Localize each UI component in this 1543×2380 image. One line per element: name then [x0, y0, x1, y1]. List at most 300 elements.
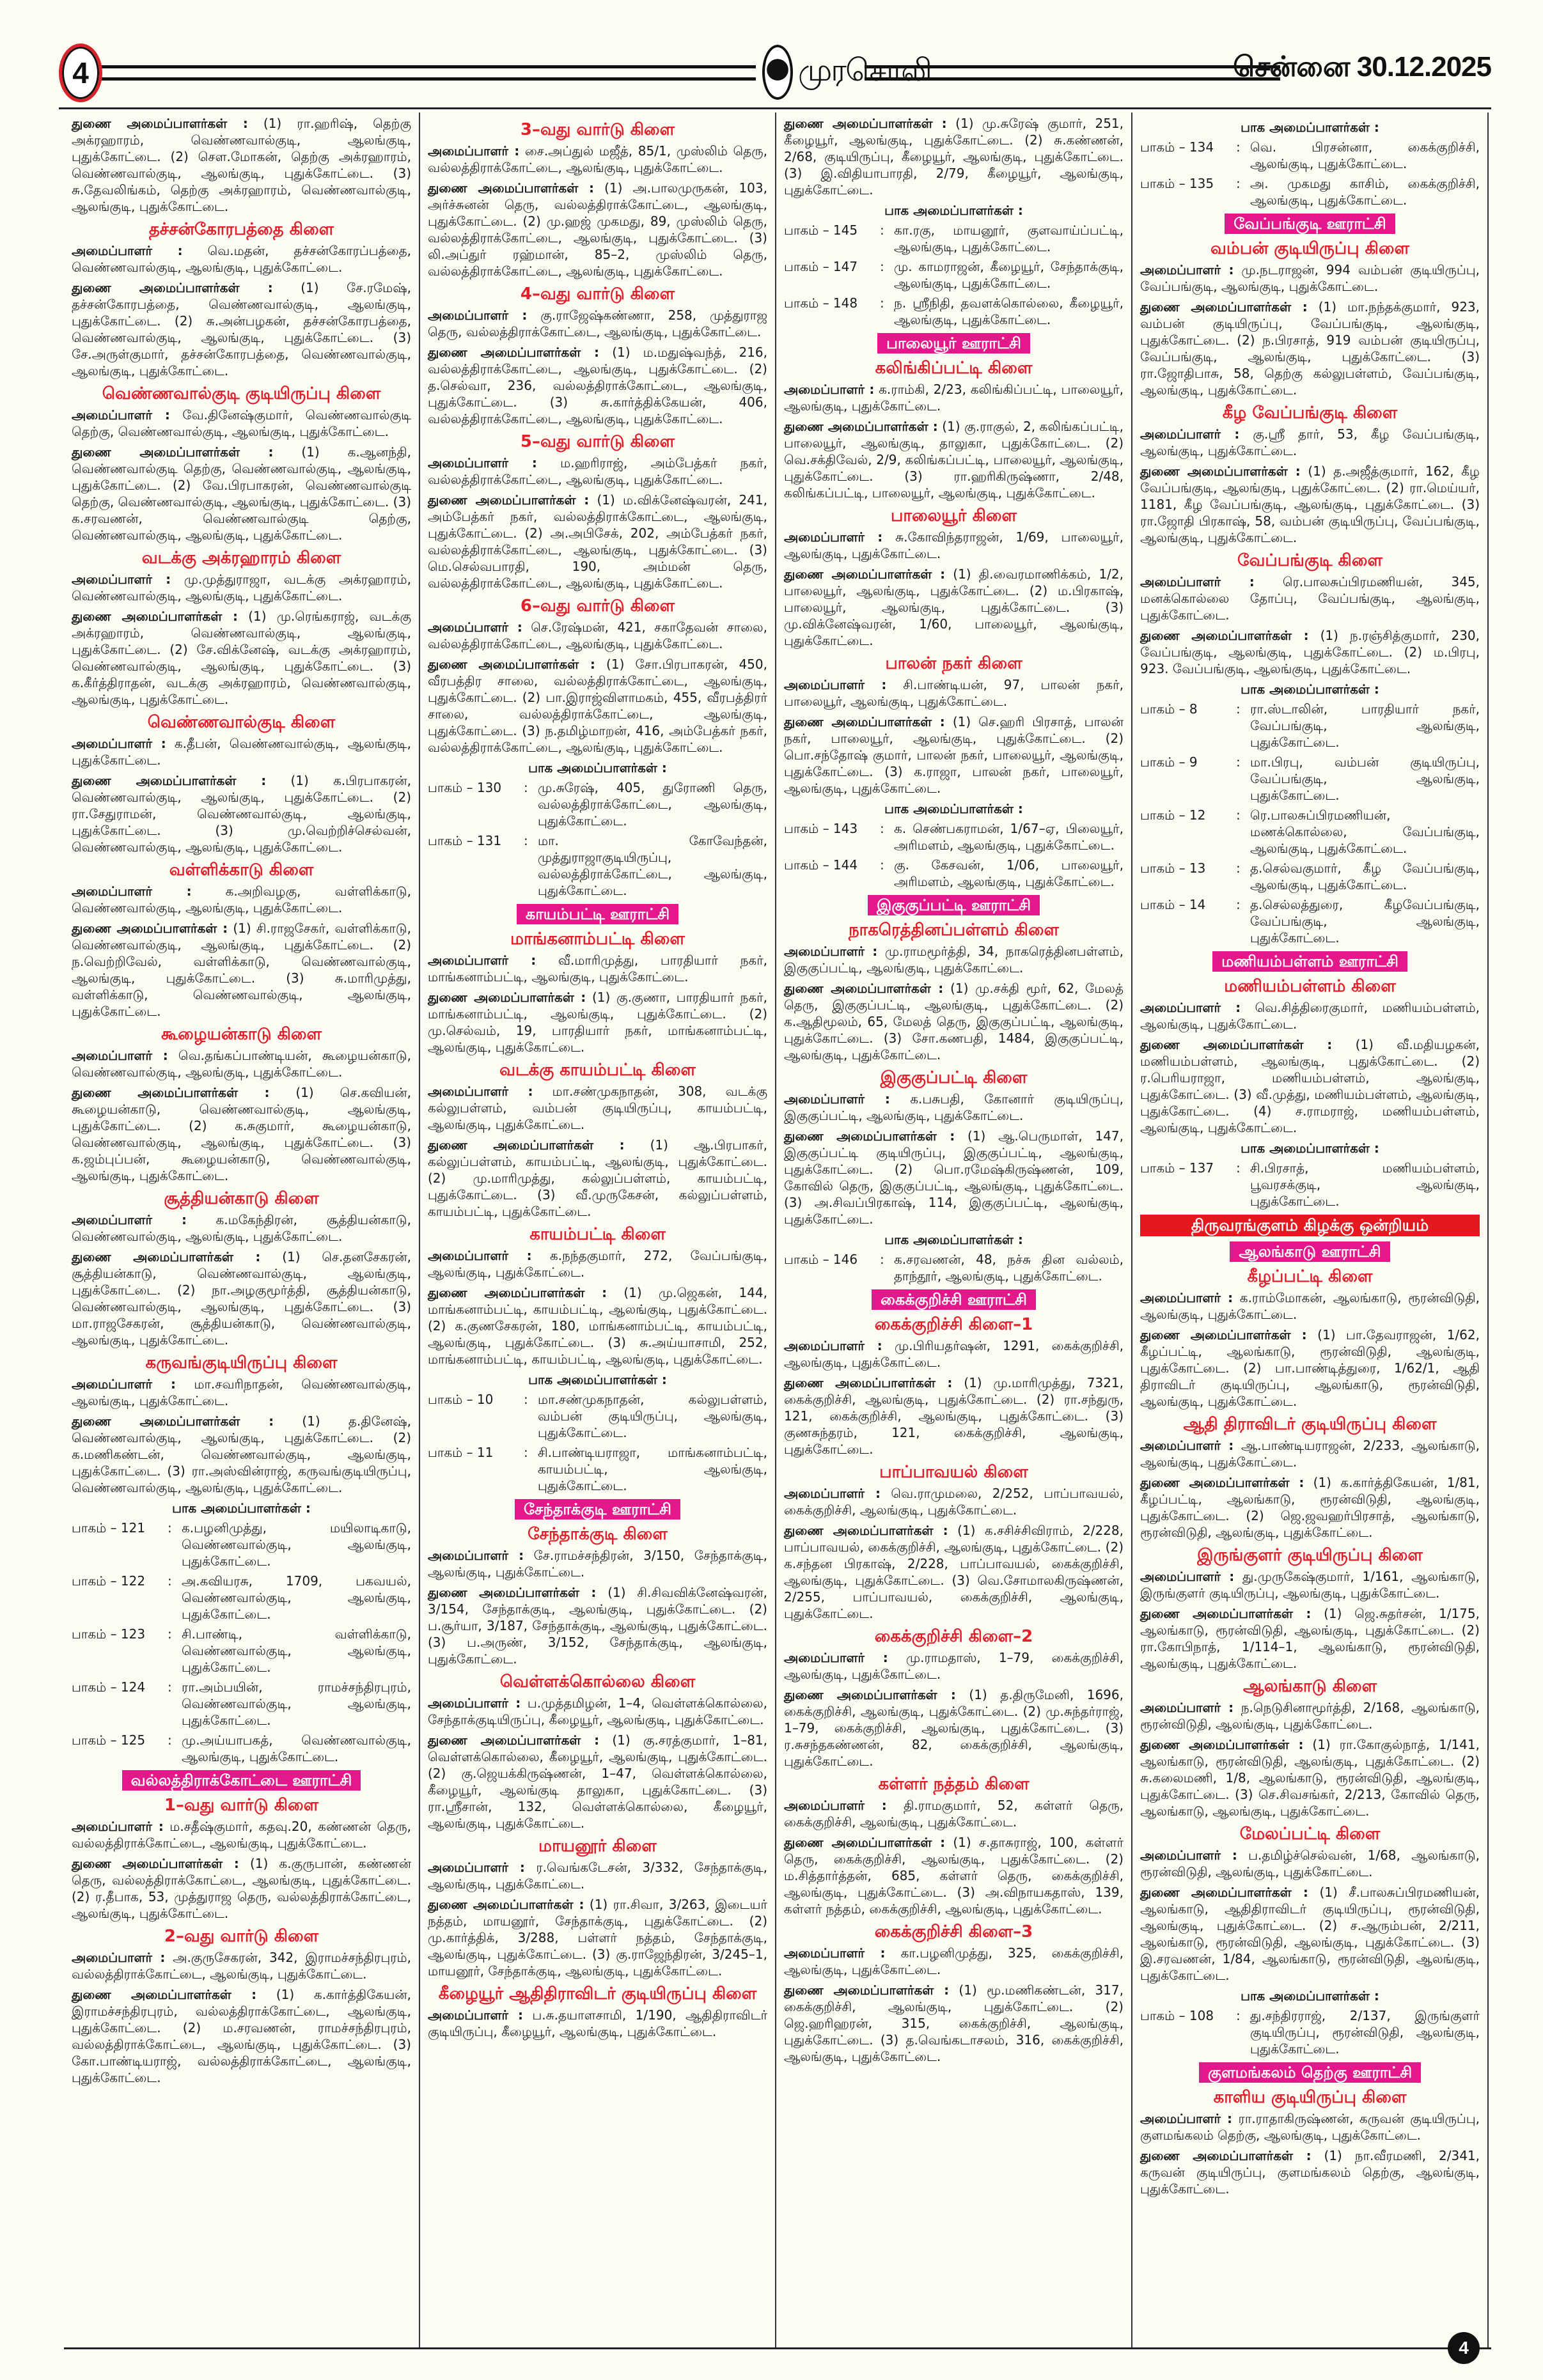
- booth-number: பாகம் – 130: [428, 780, 502, 795]
- deputies-label: துணை அமைப்பாளர்கள் :: [1140, 1037, 1333, 1052]
- deputies-label: துணை அமைப்பாளர்கள் :: [784, 419, 938, 434]
- booth-number: பாகம் – 13: [1140, 860, 1206, 876]
- booth-convener-text: மா. கோவேந்தன், முத்துராஜாகுடியிருப்பு, வல்லத்திராக்கோட்டை, ஆலங்குடி, புதுக்கோட்டை.: [538, 833, 767, 898]
- branch-heading: 1–வது வார்டு கிளை: [164, 1796, 319, 1815]
- booth-number: பாகம் – 123: [72, 1626, 146, 1642]
- separator: :: [168, 1732, 172, 1748]
- deputies-text: (1) சீ.பாலசுப்பிரமணியன், ஆலங்காடு, ஆதிதிராவிடர் குடியிருப்பு, ரூரன்விடுதி, ஆலங்குடி, புதுக்கோட்டை. (2) ச.ஆரும்பன், 2/211, ஆலங்காடு, ரூரன்விடுதி, ஆலங்குடி, புதுக்கோட்டை. (3) இ.சரவணன், 1/84, ஆலங்காடு, ரூரன்விடுதி, ஆலங்குடி, புதுக்கோட்டை.: [1140, 1885, 1480, 1983]
- deputies-label: துணை அமைப்பாளர்கள் :: [72, 1085, 270, 1100]
- booth-number: பாகம் – 14: [1140, 897, 1206, 912]
- convener-text: க.பசுபதி, கோனார் குடியிருப்பு, இகுகுப்பட்டி, ஆலங்குடி, புதுக்கோட்டை.: [784, 1091, 1124, 1123]
- deputies-text: (1) க.சசிச்சிவிராம், 2/228, பாப்பாவயல், கைக்குறிச்சி, ஆலங்குடி, புதுக்கோட்டை. (2) க.சந்தன பிரகாஷ், 2/228, பாப்பாவயல், கைக்குறிச்சி, ஆலங்குடி, புதுக்கோட்டை. (3) வெ.சோமாலகிருஷ்ணன், 2/255, பாப்பாவயல், கைக்குறிச்சி, ஆலங்குடி, புதுக்கோட்டை.: [784, 1523, 1124, 1621]
- convener-text: க.ராம்கி, 2/23, கலிங்கிப்பட்டி, பாலையூர், ஆலங்குடி, புதுக்கோட்டை.: [784, 382, 1124, 414]
- branch-heading: கள்ளர் நத்தம் கிளை: [878, 1775, 1030, 1794]
- convener-label: அமைப்பாளர் :: [428, 455, 537, 471]
- deputy-conveners-entry: [72, 920, 411, 1020]
- convener-label: அமைப்பாளர் :: [428, 2007, 523, 2023]
- booth-convener-text: கா.ரகு, மாயனூர், குளவாய்ப்பட்டி, ஆலங்குடி, புதுக்கோட்டை.: [894, 222, 1124, 254]
- branch-heading: பாப்பாவயல் கிளை: [879, 1463, 1028, 1482]
- deputies-label: துணை அமைப்பாளர்கள் :: [428, 345, 600, 360]
- deputies-label: துணை அமைப்பாளர்கள் :: [784, 1835, 946, 1850]
- deputies-label: துணை அமைப்பாளர்கள் :: [428, 990, 586, 1005]
- deputy-conveners-entry: [72, 1413, 411, 1496]
- booth-conveners-heading: பாக அமைப்பாளர்கள் :: [1241, 1988, 1379, 2003]
- deputies-text: (1) ஆ.பிரபாகர், கல்லுப்பள்ளம், காயம்பட்டி, ஆலங்குடி, புதுக்கோட்டை. (2) மு.மாரிமுத்து, கல்லுப்பள்ளம், காயம்பட்டி, புதுக்கோட்டை. (3) வீ.முருகேசன், கல்லுப்பள்ளம், காயம்பட்டி, புதுக்கோட்டை.: [428, 1137, 768, 1219]
- convener-text: ர.வெங்கடேசன், 3/332, சேந்தாக்குடி, ஆலங்குடி, புதுக்கோட்டை.: [428, 1860, 768, 1892]
- deputy-conveners-entry: [784, 1982, 1124, 2065]
- convener-entry: [1140, 2110, 1480, 2143]
- page-number-badge: 4: [59, 43, 102, 102]
- deputies-text: (1) மா.நந்தக்குமார், 923, வம்பன் குடியிருப்பு, வேப்பங்குடி, ஆலங்குடி, புதுக்கோட்டை. (2) ந.பிரசாத், 919 வம்பன் குடியிருப்பு, வேப்பங்குடி, ஆலங்குடி, புதுக்கோட்டை. (3) ரா.ஜோதிபாசு, 58, தெற்கு கல்லுபள்ளம், வேப்பங்குடி, ஆலங்குடி, புதுக்கோட்டை.: [1140, 299, 1480, 398]
- convener-text: மு.ராமதாஸ், 1–79, கைக்குறிச்சி, ஆலங்குடி, புதுக்கோட்டை.: [784, 1650, 1124, 1682]
- convener-label: அமைப்பாளர் :: [1140, 1569, 1235, 1584]
- deputy-conveners-entry: [784, 1834, 1124, 1917]
- convener-entry: [72, 571, 411, 604]
- deputies-label: துணை அமைப்பாளர்கள் :: [72, 280, 273, 295]
- branch-heading: கைக்குறிச்சி கிளை–3: [874, 1922, 1033, 1941]
- deputy-conveners-entry: [428, 492, 767, 591]
- separator: :: [1236, 860, 1241, 876]
- booth-convener-text: க.சரவணன், 48, நச்சு தின வல்லம், தாந்தூர், ஆலங்குடி, புதுக்கோட்டை.: [894, 1252, 1124, 1284]
- booth-convener-text: அ. முகமது காசிம், கைக்குறிச்சி, ஆலங்குடி, புதுக்கோட்டை.: [1250, 176, 1480, 208]
- booth-convener-text: சி.பாண்டியராஜா, மாங்கனாம்பட்டி, காயம்பட்டி, ஆலங்குடி, புதுக்கோட்டை.: [538, 1445, 767, 1493]
- separator: :: [880, 259, 884, 274]
- convener-text: மு.முத்துராஜா, வடக்கு அக்ரஹாரம், வெண்ணவால்குடி, ஆலங்குடி, புதுக்கோட்டை.: [72, 572, 412, 603]
- convener-entry: [1140, 1289, 1480, 1323]
- convener-label: அமைப்பாளர் :: [784, 677, 887, 692]
- separator: :: [880, 1252, 884, 1267]
- booth-convener-text: த.செல்வகுமார், கீழ வேப்பங்குடி, ஆலங்குடி, புதுக்கோட்டை.: [1250, 860, 1480, 892]
- deputies-text: (1) வீ.மதியழகன், மணியம்பள்ளம், ஆலங்குடி, புதுக்கோட்டை. (2) ர.பெரியராஜா, மணியம்பள்ளம், ஆலங்குடி, புதுக்கோட்டை. (3) வீ.முத்து, மணியம்பள்ளம், ஆலங்குடி, புதுக்கோட்டை. (4) ச.ராமராஜ், மணியம்பள்ளம், ஆலங்குடி, புதுக்கோட்டை.: [1140, 1037, 1480, 1135]
- booth-entry: [1140, 701, 1480, 751]
- separator: :: [1236, 754, 1241, 770]
- convener-text: து.முருகேஷ்குமார், 1/161, ஆலங்காடு, இருங்குளர் குடியிருப்பு, ஆலங்குடி, புதுக்கோட்டை.: [1140, 1569, 1480, 1601]
- convener-entry: [784, 1337, 1124, 1371]
- booth-number: பாகம் – 144: [784, 857, 858, 873]
- panchayat-heading: வேப்பங்குடி ஊராட்சி: [1225, 214, 1395, 234]
- deputy-conveners-entry: [72, 444, 411, 543]
- convener-entry: [784, 1485, 1124, 1518]
- convener-entry: [1140, 573, 1480, 623]
- branch-heading: வெண்ணவால்குடி கிளை: [147, 713, 336, 732]
- union-heading: திருவரங்குளம் கிழக்கு ஒன்றியம்: [1140, 1215, 1480, 1236]
- booth-conveners-heading: பாக அமைப்பாளர்கள் :: [1241, 1140, 1379, 1156]
- deputies-label: துணை அமைப்பாளர்கள் :: [72, 1413, 274, 1429]
- branch-heading: மணியம்பள்ளம் கிளை: [1224, 977, 1396, 996]
- branch-heading: வேப்பங்குடி கிளை: [1237, 551, 1382, 570]
- convener-entry: [784, 943, 1124, 976]
- panchayat-heading: குளமங்கலம் தெற்கு ஊராட்சி: [1199, 2062, 1421, 2083]
- convener-text: கு.ஸ்ரீ தார், 53, கீழ வேப்பங்குடி, ஆலங்குடி, புதுக்கோட்டை.: [1140, 426, 1480, 458]
- booth-number: பாகம் – 121: [72, 1520, 146, 1536]
- convener-label: அமைப்பாளர் :: [784, 1091, 890, 1107]
- booth-entry: [428, 1391, 767, 1441]
- branch-heading: வெண்ணவால்குடி குடியிருப்பு கிளை: [102, 384, 381, 403]
- column-1: [64, 113, 420, 2347]
- booth-number: பாகம் – 125: [72, 1732, 146, 1748]
- separator: :: [168, 1626, 172, 1642]
- convener-label: அமைப்பாளர் :: [1140, 426, 1240, 442]
- deputies-text: (1) செ.ஹரி பிரசாத், பாலன் நகர், பாலையூர், ஆலங்குடி, புதுக்கோட்டை. (2) பொ.சந்தோஷ் குமார், பாலன் நகர், பாலையூர், ஆலங்குடி, புதுக்கோட்டை. (3) க.ராஜா, பாலன் நகர், பாலையூர், ஆலங்குடி, புதுக்கோட்டை.: [784, 714, 1124, 796]
- booth-number: பாகம் – 137: [1140, 1160, 1214, 1176]
- deputies-label: துணை அமைப்பாளர்கள் :: [784, 116, 947, 131]
- convener-label: அமைப்பாளர் :: [784, 1798, 887, 1813]
- convener-label: அமைப்பாளர் :: [1140, 1700, 1234, 1715]
- convener-entry: [72, 242, 411, 276]
- edition-city-date: சென்னை 30.12.2025: [1232, 51, 1491, 82]
- convener-entry: [72, 883, 411, 916]
- panchayat-heading: மணியம்பள்ளம் ஊராட்சி: [1212, 951, 1407, 972]
- booth-entry: [1140, 2007, 1480, 2057]
- convener-text: செ.ரேஷ்மன், 421, சகாதேவன் சாலை, வல்லத்திராக்கோட்டை, ஆலங்குடி, புதுக்கோட்டை.: [428, 619, 767, 651]
- convener-entry: [428, 1247, 767, 1280]
- deputy-conveners-entry: [72, 1084, 411, 1184]
- deputy-conveners-entry: [72, 608, 411, 708]
- deputies-text: (1) ம.விக்னேஷ்வரன், 241, அம்பேத்கர் நகர், வல்லத்திராக்கோட்டை, ஆலங்குடி, புதுக்கோட்டை. (2) அ.அபிசேக், 202, அம்பேத்கர் நகர், வல்லத்திராக்கோட்டை, ஆலங்குடி, புதுக்கோட்டை. (3) மெ.செல்வபாரதி, 190, அம்மன் தெரு, வல்லத்திராக்கோட்டை, ஆலங்குடி, புதுக்கோட்டை.: [428, 492, 767, 591]
- deputies-label: துணை அமைப்பாளர்கள் :: [72, 609, 239, 624]
- convener-text: ம.ஹரிராஜ், அம்பேத்கர் நகர், வல்லத்திராக்கோட்டை, ஆலங்குடி, புதுக்கோட்டை.: [428, 455, 768, 487]
- separator: :: [880, 857, 884, 873]
- booth-number: பாகம் – 131: [428, 833, 502, 848]
- convener-entry: [72, 407, 411, 440]
- deputies-text: (1) மு.சக்தி மூர், 62, மேலத் தெரு, இகுகுப்பட்டி, ஆலங்குடி, புதுக்கோட்டை. (2) க.ஆதிமூலம், 65, மேலத் தெரு, இகுகுப்பட்டி, ஆலங்குடி, புதுக்கோட்டை. (3) சோ.கணபதி, 1484, இகுகுப்பட்டி, ஆலங்குடி, புதுக்கோட்டை.: [784, 981, 1124, 1062]
- masthead-rule-right: [865, 65, 1280, 81]
- convener-text: க.தீபன், வெண்ணவால்குடி, ஆலங்குடி, புதுக்கோட்டை.: [72, 736, 411, 768]
- deputies-label: துணை அமைப்பாளர்கள் :: [428, 492, 590, 508]
- branch-heading: கீழ வேப்பங்குடி கிளை: [1222, 403, 1398, 423]
- column-2: [420, 113, 776, 2347]
- booth-number: பாகம் – 147: [784, 259, 858, 274]
- deputies-text: (1) ச.தாசுராஜ், 100, கள்ளர் தெரு, கைக்குறிச்சி, ஆலங்குடி, புதுக்கோட்டை. (2) ம.சித்தார்த்தன், 685, கள்ளர் தெரு, கைக்குறிச்சி, ஆலங்குடி, புதுக்கோட்டை. (3) அ.விநாயகதாஸ், 139, கள்ளர் நத்தம், கைக்குறிச்சி, ஆலங்குடி, புதுக்கோட்டை.: [784, 1835, 1124, 1917]
- deputies-label: துணை அமைப்பாளர்கள் :: [784, 1128, 955, 1144]
- deputies-text: (1) சே.ரமேஷ், தச்சன்கோரபத்தை, வெண்ணவால்குடி, ஆலங்குடி, புதுக்கோட்டை. (2) சு.அன்பழகன், தச்சன்கோரபத்தை, வெண்ணவால்குடி, ஆலங்குடி, புதுக்கோட்டை. (3) சே.அருள்குமார், தச்சன்கோரபத்தை, வெண்ணவால்குடி, ஆலங்குடி, புதுக்கோட்டை.: [72, 280, 411, 378]
- deputy-conveners-entry: [1140, 2147, 1480, 2197]
- separator: :: [524, 833, 528, 848]
- booth-entry: [1140, 860, 1480, 893]
- masthead-rule-left: [97, 65, 756, 81]
- deputies-label: துணை அமைப்பாளர்கள் :: [428, 1897, 584, 1912]
- deputy-conveners-entry: [784, 980, 1124, 1063]
- convener-label: அமைப்பாளர் :: [428, 1248, 532, 1263]
- convener-entry: [72, 1047, 411, 1080]
- convener-entry: [1140, 1847, 1480, 1880]
- deputies-text: (1) கு.சரத்குமார், 1–81, வெள்ளக்கொல்லை, கீழையூர், ஆலங்குடி, புதுக்கோட்டை. (2) கு.ஜெயக்கிருஷ்ணன், 1–47, வெள்ளக்கொல்லை, கீழையூர், ஆலங்குடி தாலுகா, புதுக்கோட்டை. (3) ரா.ஸ்ரீசான், 132, வெள்ளக்கொல்லை, கீழையூர், ஆலங்குடி, புதுக்கோட்டை.: [428, 1732, 768, 1831]
- convener-text: மா.சவரிநாதன், வெண்ணவால்குடி, ஆலங்குடி, புதுக்கோட்டை.: [72, 1376, 412, 1408]
- booth-entry: [784, 857, 1124, 890]
- booth-entry: [1140, 807, 1480, 857]
- convener-label: அமைப்பாளர் :: [428, 1084, 533, 1099]
- booth-entry: [784, 1251, 1124, 1284]
- convener-label: அமைப்பாளர் :: [428, 619, 522, 635]
- booth-entry: [784, 295, 1124, 328]
- deputies-text: (1) சோ.பிரபாகரன், 450, வீரபத்திர சாலை, வல்லத்திராக்கோட்டை, ஆலங்குடி, புதுக்கோட்டை. (2) பா.இராஜ்விளாமகம், 455, வீரபத்திரர் சாலை, வல்லத்திராக்கோட்டை, ஆலங்குடி, புதுக்கோட்டை. (3) ந.தமிழ்மாறன், 416, அம்பேத்கர் நகர், வல்லத்திராக்கோட்டை, ஆலங்குடி, புதுக்கோட்டை.: [428, 657, 767, 755]
- convener-text: மு.ராமமூர்த்தி, 34, நாகரெத்தினபள்ளம், இகுகுப்பட்டி, ஆலங்குடி, புதுக்கோட்டை.: [784, 944, 1124, 976]
- deputies-text: (1) சி.சிவவிக்னேஷ்வரன், 3/154, சேந்தாக்குடி, ஆலங்குடி, புதுக்கோட்டை. (2) ப.சூர்யா, 3/187, சேந்தாக்குடி, ஆலங்குடி, புதுக்கோட்டை. (3) ப.அருண், 3/152, சேந்தாக்குடி, ஆலங்குடி, புதுக்கோட்டை.: [428, 1585, 767, 1667]
- deputy-conveners-entry: [784, 1128, 1124, 1227]
- deputy-conveners-entry: [1140, 463, 1480, 546]
- booth-number: பாகம் – 108: [1140, 2008, 1214, 2023]
- branch-heading: வடக்கு அக்ரஹாரம் கிளை: [141, 548, 341, 568]
- convener-entry: [428, 1547, 767, 1580]
- separator: :: [1236, 2008, 1241, 2023]
- deputy-conveners-entry: [72, 115, 411, 215]
- deputy-conveners-entry: [784, 1374, 1124, 1458]
- branch-heading: நாகரெத்தினப்பள்ளம் கிளை: [849, 921, 1059, 940]
- booth-number: பாகம் – 134: [1140, 139, 1214, 155]
- convener-text: க.மகேந்திரன், சூத்தியன்காடு, வெண்ணவால்குடி, ஆலங்குடி, புதுக்கோட்டை.: [72, 1212, 412, 1244]
- booth-number: பாகம் – 8: [1140, 701, 1198, 717]
- convener-text: மு.பிரியதர்ஷன், 1291, கைக்குறிச்சி, ஆலங்குடி, புதுக்கோட்டை.: [784, 1338, 1124, 1370]
- branch-heading: இகுகுப்பட்டி கிளை: [880, 1068, 1028, 1087]
- deputy-conveners-entry: [428, 344, 767, 427]
- deputies-label: துணை அமைப்பாளர்கள் :: [72, 1249, 261, 1264]
- deputy-conveners-entry: [1140, 1036, 1480, 1136]
- deputy-conveners-entry: [1140, 1605, 1480, 1672]
- booth-conveners-heading: பாக அமைப்பாளர்கள் :: [1241, 120, 1379, 135]
- booth-entry: [72, 1573, 411, 1622]
- deputies-label: துணை அமைப்பாளர்கள் :: [428, 657, 595, 672]
- branch-heading: வெள்ளக்கொல்லை கிளை: [499, 1672, 696, 1692]
- deputy-conveners-entry: [72, 1986, 411, 2086]
- deputies-label: துணை அமைப்பாளர்கள் :: [72, 116, 248, 131]
- convener-entry: [784, 1649, 1124, 1683]
- convener-text: மு.நடராஜன், 994 வம்பன் குடியிருப்பு, வேப்பங்குடி, ஆலங்குடி, புதுக்கோட்டை.: [1140, 262, 1480, 294]
- branch-heading: பாலையூர் கிளை: [891, 506, 1017, 525]
- top-divider: [59, 107, 1491, 109]
- deputies-text: (1) கு.குணா, பாரதியார் நகர், மாங்கனாம்பட்டி, ஆலங்குடி, புதுக்கோட்டை. (2) மு.செல்வம், 19, பாரதியார் நகர், மாங்கனாம்பட்டி, ஆலங்குடி, புதுக்கோட்டை.: [428, 990, 767, 1055]
- booth-number: பாகம் – 9: [1140, 754, 1198, 770]
- convener-label: அமைப்பாளர் :: [72, 736, 166, 751]
- convener-text: ப.முத்தமிழன், 1–4, வெள்ளக்கொல்லை, சேந்தாக்குடியிருப்பு, கீழையூர், ஆலங்குடி, புதுக்கோட்டை.: [428, 1695, 767, 1727]
- convener-text: சை.அப்துல் மஜீத், 85/1, முஸ்லிம் தெரு, வல்லத்திராக்கோட்டை, ஆலங்குடி, புதுக்கோட்டை.: [428, 143, 768, 175]
- booth-convener-text: மு.அய்யாபகத், வெண்ணவால்குடி, ஆலங்குடி, புதுக்கோட்டை.: [182, 1732, 411, 1764]
- branch-heading: ஆதி திராவிடர் குடியிருப்பு கிளை: [1183, 1415, 1437, 1434]
- booth-convener-text: சி.பிரசாத், மணியம்பள்ளம், பூவரசக்குடி, ஆலங்குடி, புதுக்கோட்டை.: [1250, 1160, 1480, 1209]
- convener-text: வெ.சித்திரைகுமார், மணியம்பள்ளம், ஆலங்குடி, புதுக்கோட்டை.: [1140, 1000, 1480, 1032]
- convener-label: அமைப்பாளர் :: [428, 1695, 521, 1711]
- convener-text: சே.ராமச்சந்திரன், 3/150, சேந்தாக்குடி, ஆலங்குடி, புதுக்கோட்டை.: [428, 1548, 767, 1580]
- convener-label: அமைப்பாளர் :: [1140, 262, 1234, 277]
- separator: :: [880, 295, 884, 311]
- deputy-conveners-entry: [428, 180, 767, 279]
- convener-text: சி.பாண்டியன், 97, பாலன் நகர், பாலையூர், ஆலங்குடி, புதுக்கோட்டை.: [784, 677, 1124, 709]
- newspaper-name: முரசொலி: [798, 52, 931, 88]
- booth-number: பாகம் – 122: [72, 1573, 146, 1589]
- deputy-conveners-entry: [784, 1522, 1124, 1622]
- deputies-text: (1) மு.மாரிமுத்து, 7321, கைக்குறிச்சி, ஆலங்குடி, புதுக்கோட்டை. (2) ரா.சந்துரு, 121, கைக்குறிச்சி, ஆலங்குடி, புதுக்கோட்டை. (3) குணசுந்தரம், 121, கைக்குறிச்சி, ஆலங்குடி, புதுக்கோட்டை.: [784, 1375, 1124, 1457]
- booth-number: பாகம் – 124: [72, 1679, 146, 1695]
- deputies-label: துணை அமைப்பாளர்கள் :: [1140, 1885, 1308, 1900]
- convener-label: அமைப்பாளர் :: [1140, 1438, 1234, 1453]
- convener-text: ஆ.பாண்டியராஜன், 2/233, ஆலங்காடு, ஆலங்குடி, புதுக்கோட்டை.: [1140, 1438, 1480, 1470]
- deputies-text: (1) ந.ரஞ்சித்குமார், 230, வேப்பங்குடி, ஆலங்குடி, புதுக்கோட்டை. (2) ம.பிரபு, 923. வேப்பங்குடி, ஆலங்குடி, புதுக்கோட்டை.: [1140, 628, 1480, 676]
- convener-text: ந.நெடுசினாமூர்த்தி, 2/168, ஆலங்காடு, ரூரன்விடுதி, ஆலங்குடி, புதுக்கோட்டை.: [1140, 1700, 1480, 1732]
- deputies-label: துணை அமைப்பாளர்கள் :: [784, 566, 946, 582]
- deputies-text: (1) பா.தேவராஜன், 1/62, கீழப்பட்டி, ஆலங்காடு, ரூரன்விடுதி, ஆலங்குடி, புதுக்கோட்டை. (2) பா.பாண்டித்துரை, 1/62/1, ஆதி திராவிடர் குடியிருப்பு, ஆலங்காடு, ரூரன்விடுதி, ஆலங்குடி, புதுக்கோட்டை.: [1140, 1327, 1480, 1409]
- booth-conveners-heading: பாக அமைப்பாளர்கள் :: [528, 1372, 667, 1387]
- booth-entry: [72, 1520, 411, 1569]
- convener-entry: [784, 381, 1124, 414]
- panchayat-heading: பாலையூர் ஊராட்சி: [877, 333, 1030, 354]
- masthead: [59, 38, 1491, 102]
- booth-conveners-heading: பாக அமைப்பாளர்கள் :: [884, 801, 1023, 816]
- convener-entry: [72, 1376, 411, 1409]
- convener-text: சு.கோவிந்தராஜன், 1/69, பாலையூர், ஆலங்குடி, புதுக்கோட்டை.: [784, 529, 1124, 561]
- deputies-label: துணை அமைப்பாளர்கள் :: [784, 1982, 950, 1998]
- branch-heading: மாயனூர் கிளை: [538, 1837, 657, 1856]
- branch-heading: வடக்கு காயம்பட்டி கிளை: [499, 1061, 696, 1080]
- booth-convener-text: க. செண்பகராமன், 1/67–ஏ, பிலையூர், அரிமளம், ஆலங்குடி, புதுக்கோட்டை.: [894, 821, 1124, 853]
- booth-number: பாகம் – 12: [1140, 807, 1206, 823]
- booth-entry: [72, 1732, 411, 1765]
- booth-conveners-heading: பாக அமைப்பாளர்கள் :: [528, 760, 667, 775]
- convener-entry: [784, 1797, 1124, 1830]
- deputies-text: (1) க.குருபான், கண்ணன் தெரு, வல்லத்திராக்கோட்டை, ஆலங்குடி, புதுக்கோட்டை. (2) ர.தீபாக, 53, முத்துராஜ தெரு, வல்லத்திராக்கோட்டை, ஆலங்குடி, புதுக்கோட்டை.: [72, 1856, 411, 1921]
- deputies-text: (1) த.தினேஷ், வெண்ணவால்குடி, ஆலங்குடி, புதுக்கோட்டை. (2) க.மணிகண்டன், வெண்ணவால்குடி, ஆலங்குடி, புதுக்கோட்டை. (3) ரா.அஸ்வின்ராஜ், கருவங்குடியிருப்பு, வெண்ணவால்குடி, ஆலங்குடி, புதுக்கோட்டை.: [72, 1413, 411, 1495]
- convener-text: வெ.தங்கப்பாண்டியன், கூழையன்காடு, வெண்ணவால்குடி, ஆலங்குடி, புதுக்கோட்டை.: [72, 1048, 411, 1080]
- branch-heading: 4–வது வார்டு கிளை: [520, 284, 675, 304]
- convener-entry: [428, 307, 767, 340]
- separator: :: [1236, 1160, 1241, 1176]
- convener-entry: [428, 2007, 767, 2040]
- convener-text: கா.பழனிமுத்து, 325, கைக்குறிச்சி, ஆலங்குடி, புதுக்கோட்டை.: [784, 1945, 1124, 1977]
- convener-label: அமைப்பாளர் :: [72, 1048, 168, 1063]
- branch-heading: கலிங்கிப்பட்டி கிளை: [875, 359, 1033, 378]
- convener-label: அமைப்பாளர் :: [428, 953, 537, 968]
- convener-label: அமைப்பாளர் :: [784, 944, 878, 959]
- convener-text: வெ.மதன், தச்சன்கோரப்பத்தை, வெண்ணவால்குடி, ஆலங்குடி, புதுக்கோட்டை.: [72, 243, 411, 275]
- booth-convener-text: சி.பாண்டி, வள்ளிக்காடு, வெண்ணவால்குடி, ஆலங்குடி, புதுக்கோட்டை.: [182, 1626, 411, 1675]
- deputies-text: (1) ம.மதுஷ்வந்த், 216, வல்லத்திராக்கோட்டை, ஆலங்குடி, புதுக்கோட்டை. (2) த.செல்வா, 236, வல்லத்திராக்கோட்டை, ஆலங்குடி, புதுக்கோட்டை. (3) சு.கார்த்திக்கேயன், 406, வல்லத்திராக்கோட்டை, ஆலங்குடி, புதுக்கோட்டை.: [428, 345, 767, 426]
- branch-heading: கருவங்குடியிருப்பு கிளை: [145, 1353, 338, 1373]
- deputies-label: துணை அமைப்பாளர்கள் :: [1140, 2148, 1312, 2163]
- deputies-text: (1) தி.வைரமாணிக்கம், 1/2, பாலையூர், ஆலங்குடி, புதுக்கோட்டை. (2) ம.பிரகாஷ், பாலையூர், ஆலங்குடி, புதுக்கோட்டை. (3) மு.விக்னேஷ்வரன், 1/60, பாலையூர், ஆலங்குடி, புதுக்கோட்டை.: [784, 566, 1124, 648]
- deputies-label: துணை அமைப்பாளர்கள் :: [428, 1585, 597, 1600]
- logo-emblem-icon: [762, 45, 793, 100]
- branch-heading: சேந்தாக்குடி கிளை: [528, 1525, 668, 1544]
- deputy-conveners-entry: [784, 115, 1124, 198]
- booth-convener-text: மு. காமராஜன், கீழையூர், சேந்தாக்குடி, ஆலங்குடி, புதுக்கோட்டை.: [894, 259, 1124, 291]
- deputy-conveners-entry: [1140, 1884, 1480, 1984]
- booth-entry: [1140, 139, 1480, 172]
- booth-number: பாகம் – 135: [1140, 176, 1214, 191]
- deputies-label: துணை அமைப்பாளர்கள் :: [1140, 1475, 1304, 1490]
- deputies-label: துணை அமைப்பாளர்கள் :: [784, 1375, 953, 1390]
- convener-text: அ.குருசேகரன், 342, இராமச்சந்திரபுரம், வல்லத்திராக்கோட்டை, ஆலங்குடி, புதுக்கோட்டை.: [72, 1950, 412, 1982]
- branch-heading: சூத்தியன்காடு கிளை: [164, 1189, 319, 1208]
- deputy-conveners-entry: [428, 1732, 767, 1832]
- convener-text: வீ.மாரிமுத்து, பாரதியார் நகர், மாங்கனாம்பட்டி, ஆலங்குடி, புதுக்கோட்டை.: [428, 953, 768, 984]
- convener-label: அமைப்பாளர் :: [428, 1860, 525, 1875]
- separator: :: [880, 821, 884, 836]
- convener-entry: [784, 676, 1124, 710]
- panchayat-heading: கைக்குறிச்சி ஊராட்சி: [872, 1289, 1036, 1310]
- booth-entry: [428, 1444, 767, 1494]
- deputies-text: (1) செ.கவியன், கூழையன்காடு, வெண்ணவால்குடி, ஆலங்குடி, புதுக்கோட்டை. (2) க.சுகுமார், கூழையன்காடு, வெண்ணவால்குடி, ஆலங்குடி, புதுக்கோட்டை. (3) க.ஜம்புப்பன், கூழையன்காடு, வெண்ணவால்குடி, ஆலங்குடி, புதுக்கோட்டை.: [72, 1085, 411, 1183]
- convener-entry: [72, 1211, 411, 1245]
- booth-conveners-heading: பாக அமைப்பாளர்கள் :: [884, 1232, 1023, 1247]
- separator: :: [524, 1445, 528, 1460]
- deputy-conveners-entry: [784, 566, 1124, 649]
- booth-number: பாகம் – 11: [428, 1445, 494, 1460]
- deputies-text: (1) க.கார்த்திகேயன், 1/81, கீழப்பட்டி, ஆலங்காடு, ரூரன்விடுதி, ஆலங்குடி, புதுக்கோட்டை. (2) ஜெ.ஜவஹர்பிரசாத், ஆலங்காடு, ரூரன்விடுதி, ஆலங்குடி, புதுக்கோட்டை.: [1140, 1475, 1480, 1540]
- convener-entry: [72, 1818, 411, 1851]
- convener-entry: [784, 1091, 1124, 1124]
- booth-entry: [72, 1679, 411, 1729]
- convener-label: அமைப்பாளர் :: [72, 1376, 176, 1392]
- deputy-conveners-entry: [784, 418, 1124, 501]
- deputy-conveners-entry: [72, 1855, 411, 1922]
- booth-number: பாகம் – 10: [428, 1392, 494, 1407]
- convener-label: அமைப்பாளர் :: [72, 1212, 187, 1227]
- deputies-text: (1) மு.ரெங்கராஜ், வடக்கு அக்ரஹாரம், வெண்ணவால்குடி, ஆலங்குடி, புதுக்கோட்டை. (2) சே.விக்னேஷ், வடக்கு அக்ரஹாரம், வெண்ணவால்குடி, ஆலங்குடி, புதுக்கோட்டை. (3) க.கீர்த்திராதன், வடக்கு அக்ரஹாரம், வெண்ணவால்குடி, ஆலங்குடி, புதுக்கோட்டை.: [72, 609, 411, 707]
- panchayat-heading: சேந்தாக்குடி ஊராட்சி: [515, 1499, 680, 1520]
- deputies-text: (1) ரா.கோகுல்நாத், 1/141, ஆலங்காடு, ரூரன்விடுதி, ஆலங்குடி, புதுக்கோட்டை. (2) சு.கலைமணி, 1/8, ஆலங்காடு, ரூரன்விடுதி, ஆலங்குடி, புதுக்கோட்டை. (3) செ.சிவசங்கர், 2/213, கோவில் தெரு, ஆலங்காடு, ஆலங்குடி, புதுக்கோட்டை.: [1140, 1737, 1480, 1819]
- booth-entry: [784, 258, 1124, 292]
- column-4: [1132, 113, 1489, 2347]
- convener-entry: [428, 1083, 767, 1133]
- booth-convener-text: கு. கேசவன், 1/06, பாலையூர், அரிமளம், ஆலங்குடி, புதுக்கோட்டை.: [894, 857, 1124, 889]
- deputies-text: (1) ஜெ.சுதர்சன், 1/175, ஆலங்காடு, ரூரன்விடுதி, ஆலங்குடி, புதுக்கோட்டை. (2) ரா.கோபிநாத், 1/114–1, ஆலங்காடு, ரூரன்விடுதி, ஆலங்குடி, புதுக்கோட்டை.: [1140, 1606, 1480, 1671]
- deputies-label: துணை அமைப்பாளர்கள் :: [1140, 1606, 1312, 1621]
- booth-conveners-heading: பாக அமைப்பாளர்கள் :: [1241, 681, 1379, 697]
- deputies-label: துணை அமைப்பாளர்கள் :: [428, 180, 594, 196]
- convener-label: அமைப்பாளர் :: [784, 1945, 886, 1961]
- deputies-text: (1) சி.ராஜசேகர், வள்ளிக்காடு, வெண்ணவால்குடி, ஆலங்குடி, புதுக்கோட்டை. (2) ந.வெற்றிவேல், வள்ளிக்காடு, வெண்ணவால்குடி, ஆலங்குடி, புதுக்கோட்டை. (3) சு.மாரிமுத்து, வள்ளிக்காடு, வெண்ணவால்குடி, ஆலங்குடி, புதுக்கோட்டை.: [72, 921, 411, 1019]
- convener-label: அமைப்பாளர் :: [784, 1486, 881, 1501]
- deputies-label: துணை அமைப்பாளர்கள் :: [72, 921, 228, 936]
- deputies-label: துணை அமைப்பாளர்கள் :: [428, 1285, 607, 1300]
- branch-heading: கீழையூர் ஆதிதிராவிடர் குடியிருப்பு கிளை: [438, 1984, 757, 2003]
- convener-label: அமைப்பாளர் :: [784, 382, 875, 397]
- deputies-label: துணை அமைப்பாளர்கள் :: [1140, 299, 1308, 315]
- deputies-label: துணை அமைப்பாளர்கள் :: [1140, 463, 1301, 479]
- convener-entry: [72, 1949, 411, 1982]
- convener-label: அமைப்பாளர் :: [428, 307, 528, 323]
- branch-heading: மாங்கனாம்பட்டி கிளை: [510, 929, 685, 949]
- separator: :: [168, 1573, 172, 1589]
- booth-convener-text: மா.சண்முகநாதன், கல்லுபள்ளம், வம்பன் குடியிருப்பு, ஆலங்குடி, புதுக்கோட்டை.: [538, 1392, 767, 1440]
- column-3: [776, 113, 1132, 2347]
- booth-number: பாகம் – 146: [784, 1252, 858, 1267]
- convener-label: அமைப்பாளர் :: [1140, 574, 1255, 589]
- deputies-label: துணை அமைப்பாளர்கள் :: [428, 1732, 600, 1748]
- convener-text: க.அறிவழகு, வள்ளிக்காடு, வெண்ணவால்குடி, ஆலங்குடி, புதுக்கோட்டை.: [72, 883, 412, 915]
- convener-label: அமைப்பாளர் :: [428, 143, 520, 159]
- deputies-label: துணை அமைப்பாளர்கள் :: [72, 773, 267, 788]
- deputies-text: (1) நா.வீரமணி, 2/341, கருவன் குடியிருப்பு, குளமங்கலம் தெற்கு, ஆலங்குடி, புதுக்கோட்டை.: [1140, 2148, 1480, 2197]
- convener-text: வெ.ராமுமலை, 2/252, பாப்பாவயல், கைக்குறிச்சி, ஆலங்குடி, புதுக்கோட்டை.: [784, 1486, 1124, 1518]
- convener-label: அமைப்பாளர் :: [1140, 2111, 1233, 2126]
- branch-heading: கைக்குறிச்சி கிளை–2: [874, 1627, 1033, 1646]
- convener-label: அமைப்பாளர் :: [72, 572, 171, 587]
- branch-heading: இருங்குளர் குடியிருப்பு கிளை: [1197, 1546, 1423, 1565]
- deputy-conveners-entry: [1140, 1736, 1480, 1819]
- deputies-label: துணை அமைப்பாளர்கள் :: [1140, 628, 1309, 643]
- convener-text: ப.சு.தயாளசாமி, 1/190, ஆதிதிராவிடர் குடியிருப்பு, கீழையூர், ஆலங்குடி, புதுக்கோட்டை.: [428, 2007, 768, 2039]
- deputy-conveners-entry: [1140, 1326, 1480, 1410]
- convener-text: க.நந்தகுமார், 272, வேப்பங்குடி, ஆலங்குடி, புதுக்கோட்டை.: [428, 1248, 767, 1280]
- convener-text: ரெ.பாலசுப்பிரமணியன், 345, மனக்கொல்லை தோப்பு, வேப்பங்குடி, ஆலங்குடி, புதுக்கோட்டை.: [1140, 574, 1480, 623]
- convener-entry: [428, 1695, 767, 1728]
- deputies-label: துணை அமைப்பாளர்கள் :: [784, 1523, 948, 1538]
- booth-entry: [784, 222, 1124, 255]
- separator: :: [1236, 807, 1241, 823]
- booth-convener-text: ரெ.பாலசுப்பிரமணியன், மணக்கொல்லை, வேப்பங்குடி, ஆலங்குடி, புதுக்கோட்டை.: [1250, 807, 1480, 856]
- branch-heading: ஆலங்காடு கிளை: [1242, 1677, 1377, 1696]
- convener-entry: [1140, 1699, 1480, 1732]
- branch-heading: 5–வது வார்டு கிளை: [520, 432, 675, 451]
